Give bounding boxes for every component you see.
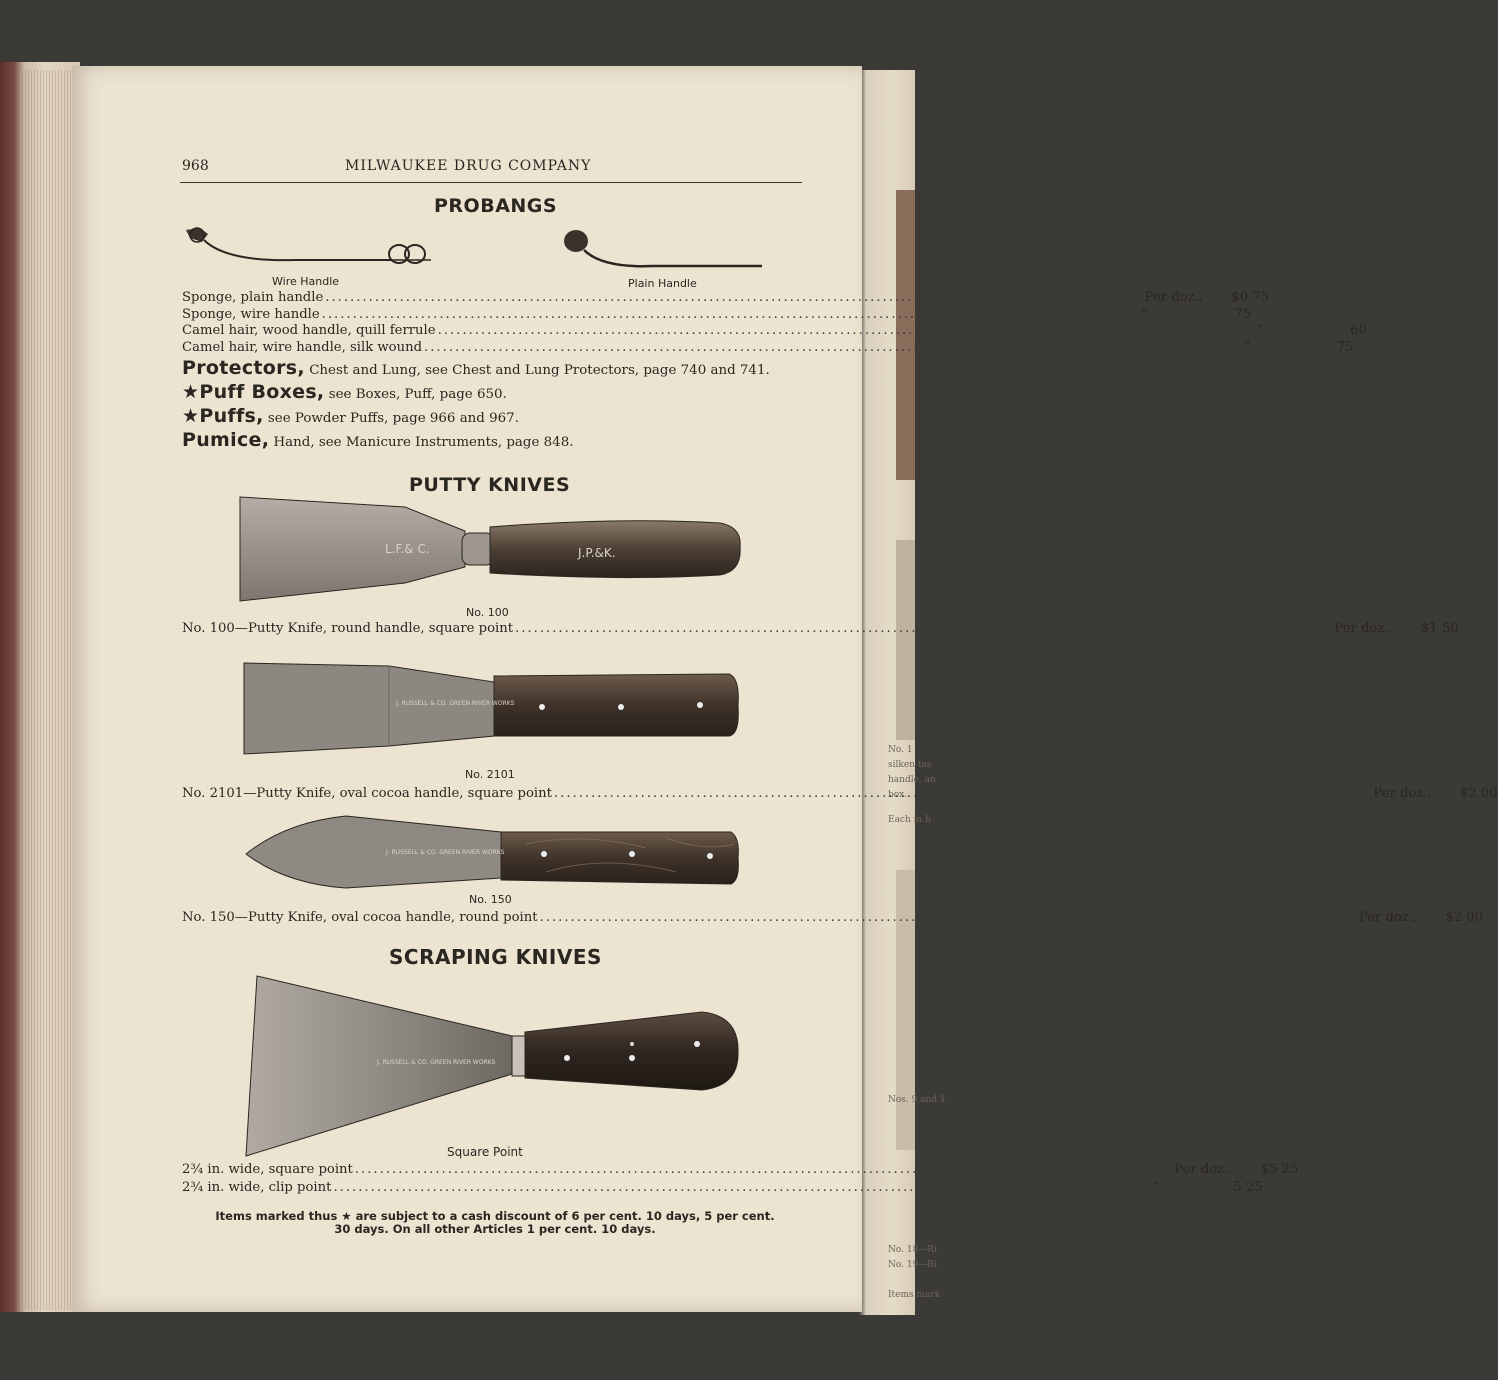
facing-page-text: No. 1	[888, 745, 913, 755]
price: $0 75	[1231, 290, 1269, 305]
cross-reference	[182, 381, 812, 403]
leader-dots	[515, 621, 1332, 636]
discount-footnote	[180, 1210, 810, 1236]
facing-page-text: box.	[888, 790, 908, 800]
putty-knife-no-100-illustration	[240, 495, 745, 605]
leader-dots	[540, 910, 1357, 925]
facing-page-text: Items mark	[888, 1290, 941, 1300]
item-description: Sponge, plain handle	[182, 290, 324, 305]
xref-text: see Boxes, Puff, page 650.	[328, 387, 507, 402]
xref-text: see Powder Puffs, page 966 and 967.	[267, 411, 519, 426]
ditto-mark: “	[1243, 340, 1251, 355]
caption-no-2101: No. 2101	[465, 768, 515, 781]
running-title: MILWAUKEE DRUG COMPANY	[345, 158, 592, 174]
price: $5 25	[1260, 1162, 1299, 1177]
leader-dots	[325, 290, 1142, 305]
running-header	[180, 158, 802, 183]
ditto-mark: “	[1256, 323, 1264, 338]
unit: Per doz.,	[1373, 786, 1432, 801]
xref-keyword: Puffs,	[199, 405, 264, 427]
price-row	[182, 621, 1459, 636]
item-description: Camel hair, wood handle, quill ferrule	[182, 323, 436, 338]
cross-reference	[182, 405, 812, 427]
ditto-mark: “	[1152, 1180, 1160, 1195]
blade-mark: J. RUSSELL & CO. GREEN RIVER WORKS	[377, 1059, 496, 1066]
facing-page-text: No. 18—Ri	[888, 1245, 937, 1255]
price-row	[182, 290, 1269, 305]
xref-keyword: Puff Boxes,	[199, 381, 325, 403]
price: $1 50	[1420, 621, 1459, 636]
item-description: Sponge, wire handle	[182, 307, 320, 322]
plain-handle-probang-illustration	[562, 226, 767, 272]
handle-mark: J.P.&K.	[578, 546, 616, 560]
page-edge-lines	[22, 70, 78, 1310]
item-description: No. 100—Putty Knife, round handle, square point	[182, 621, 514, 636]
section-heading-probangs: PROBANGS	[434, 195, 558, 217]
item-description: 2¾ in. wide, clip point	[182, 1180, 332, 1195]
cross-reference	[182, 357, 812, 379]
putty-knife-no-2101-illustration	[244, 660, 744, 760]
page-number: 968	[182, 158, 209, 174]
caption-plain-handle: Plain Handle	[628, 277, 697, 290]
xref-star: ★	[182, 381, 200, 403]
section-heading-putty-knives: PUTTY KNIVES	[409, 474, 571, 496]
blade-mark: L.F.& C.	[385, 542, 430, 556]
price-row	[182, 323, 1367, 338]
facing-page-illustration	[896, 540, 915, 740]
leader-dots	[322, 307, 1139, 322]
unit: Per doz.,	[1174, 1162, 1233, 1177]
leader-dots	[554, 786, 1371, 801]
leader-dots	[438, 323, 1255, 338]
facing-page-text: handle, an	[888, 775, 936, 785]
xref-keyword: Protectors,	[182, 357, 305, 379]
caption-wire-handle: Wire Handle	[272, 275, 340, 288]
price: 5 25	[1233, 1180, 1263, 1195]
leader-dots	[333, 1180, 1150, 1195]
xref-keyword: Pumice,	[182, 429, 270, 451]
footnote-line-2: 30 days. On all other Articles 1 per cent. 10 days.	[334, 1222, 656, 1236]
item-description: Camel hair, wire handle, silk wound	[182, 340, 423, 355]
facing-page-text: No. 19—Bi	[888, 1260, 937, 1270]
price: $2 00	[1445, 910, 1484, 925]
scraping-knife-illustration	[242, 974, 742, 1159]
facing-page	[858, 70, 946, 1315]
facing-page-text: Nos. 9 and 1	[888, 1095, 946, 1105]
facing-page-text: silken tas	[888, 760, 932, 770]
xref-text: Chest and Lung, see Chest and Lung Protectors, page 740 and 741.	[309, 363, 770, 378]
price: 60	[1350, 323, 1367, 338]
item-description: No. 2101—Putty Knife, oval cocoa handle, square point	[182, 786, 552, 801]
putty-knife-no-150-illustration	[246, 814, 741, 894]
facing-page-text: Each in b	[888, 815, 931, 825]
item-description: No. 150—Putty Knife, oval cocoa handle, round point	[182, 910, 538, 925]
caption-no-100: No. 100	[466, 606, 509, 619]
unit: Per doz.,	[1144, 290, 1203, 305]
unit: Per doz.,	[1358, 910, 1418, 925]
leader-dots	[424, 340, 1241, 355]
caption-no-150: No. 150	[469, 893, 512, 906]
blade-mark: J. RUSSELL & CO. GREEN RIVER WORKS	[396, 700, 515, 707]
leader-dots	[355, 1162, 1172, 1177]
price-row	[182, 910, 1484, 925]
xref-text: Hand, see Manicure Instruments, page 848.	[273, 435, 574, 450]
cross-reference	[182, 429, 812, 451]
xref-star: ★	[182, 405, 200, 427]
item-description: 2¾ in. wide, square point	[182, 1162, 353, 1177]
price: 75	[1336, 340, 1354, 355]
section-heading-scraping-knives: SCRAPING KNIVES	[389, 945, 602, 969]
blade-mark: J. RUSSELL & CO. GREEN RIVER WORKS	[386, 849, 505, 856]
ditto-mark: “	[1141, 307, 1148, 322]
wire-handle-probang-illustration	[186, 222, 436, 270]
unit: Per doz.,	[1334, 621, 1393, 636]
price-row	[182, 340, 1354, 355]
footnote-line-1: Items marked thus ★ are subject to a cash discount of 6 per cent. 10 days, 5 per cent.	[215, 1209, 775, 1223]
caption-square-point: Square Point	[447, 1145, 523, 1159]
price: $2 00	[1459, 786, 1498, 801]
price-row	[182, 1180, 1263, 1195]
price: 75	[1234, 307, 1252, 322]
price-row	[182, 1162, 1299, 1177]
price-row	[182, 307, 1252, 322]
